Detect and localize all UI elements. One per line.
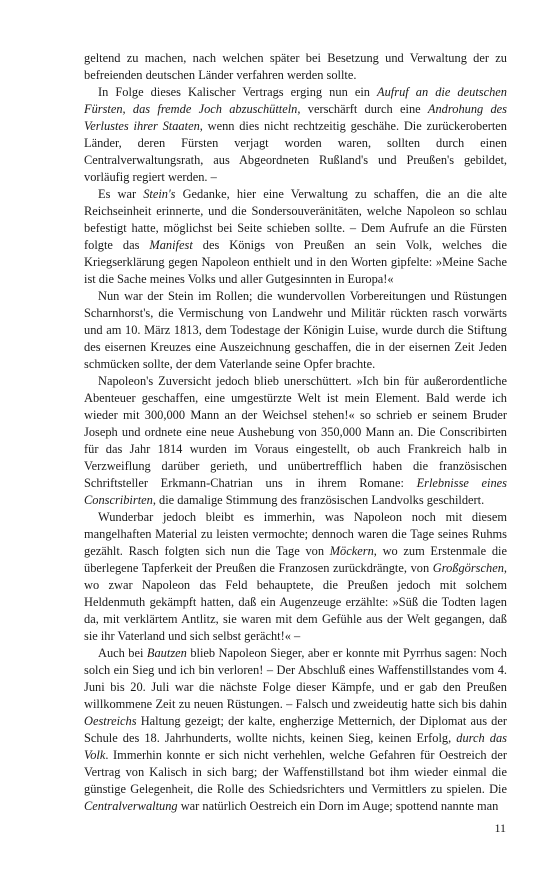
italic-text-run: Erlebnisse eines Conscribirten [84, 476, 507, 507]
text-run: Wunderbar jedoch bleibt es immerhin, was Napoleon noch mit diesem mangelhaften Material zu leisten vermochte; dennoch waren die Tage seines Ruhms gezählt. Rasch folgten sich nun die Tage von [84, 510, 507, 558]
paragraph [84, 84, 507, 186]
paragraph [84, 288, 507, 373]
paragraph [84, 645, 507, 815]
text-run: geltend zu machen, nach welchen später bei Besetzung und Verwaltung der zu befreienden deutschen Länder verfahren werden sollte. [84, 51, 507, 82]
text-run: des Königs von Preußen an sein Volk, welches die Kriegserklärung gegen Napoleon enthielt und in den Worten gipfelte: »Meine Sache ist die Sache meines Volks und aller Gutgesinnten in Europa!« [84, 238, 507, 286]
italic-text-run: Manifest [149, 238, 193, 252]
italic-text-run: Möckern [329, 544, 374, 558]
text-run: , wo zum Erstenmale die überlegene Tapferkeit der Preußen die Franzosen zurückdrängte, von [84, 544, 507, 575]
italic-text-run: Aufruf an die deutschen Fürsten, das fremde Joch abzuschütteln [84, 85, 507, 116]
book-page-text [84, 50, 507, 815]
italic-text-run: Androhung des Verlustes ihrer Staaten [84, 102, 507, 133]
text-run: , wenn dies nicht rechtzeitig geschähe. Die zurückeroberten Länder, deren Fürsten verjagt worden waren, sollten durch einen Centralverwaltungsrath, aus Abgeordneten Rußland's und Preußen's gebildet, vorläufig regiert werden. – [84, 119, 507, 184]
text-run: blieb Napoleon Sieger, aber er konnte mit Pyrrhus sagen: Noch solch ein Sieg und ich bin verloren! – Der Abschluß eines Waffenstillstandes vom 4. Juni bis 20. Juli war die nächste Folge dieser Kämpfe, und er gab den Preußen willkommene Zeit zu neuen Rüstungen. – Falsch und zweideutig hatte sich bis dahin [84, 646, 507, 711]
italic-text-run: Bautzen [146, 646, 187, 660]
text-run: Nun war der Stein im Rollen; die wundervollen Vorbereitungen und Rüstungen Scharnhorst's, die Vermischung von Landwehr und Militär rückten rasch vorwärts und am 10. März 1813, dem Todestage der Königin Luise, wurde durch die Stiftung des eisernen Kreuzes eine Auszeichnung geschaffen, die in der eisernen Zeit Jeden schmücken sollte, der dem Vaterlande seine Opfer brachte. [84, 289, 507, 371]
text-run: Es war [98, 187, 144, 201]
paragraph [84, 509, 507, 645]
italic-text-run: Centralverwaltung [84, 799, 178, 813]
text-run: Napoleon's Zuversicht jedoch blieb unerschüttert. »Ich bin für außerordentliche Abenteuer geschaffen, eine umgestürzte Welt ist mein Element. Bald werde ich wieder mit 300,000 Mann an der Weichsel stehen!« so schrieb er seinem Bruder Joseph und ordnete eine neue Aushebung von 350,000 Mann an. Die Conscribirten für das Jahr 1814 wurden im Voraus eingestellt, ob auch Frankreich halb in Verzweiflung darüber gerieth, und unübertrefflich haben die französischen Schriftsteller Erkmann-Chatrian uns in ihrem Romane: [84, 374, 507, 490]
text-run: Auch bei [98, 646, 147, 660]
italic-text-run: durch das Volk [84, 731, 507, 762]
paragraph [84, 186, 507, 288]
paragraph [84, 373, 507, 509]
italic-text-run: Stein's [143, 187, 176, 201]
text-run: , die damalige Stimmung des französischen Landvolks geschildert. [152, 493, 485, 507]
page-number: 11 [494, 821, 506, 835]
text-run: war natürlich Oestreich ein Dorn im Auge; spottend nannte man [177, 799, 499, 813]
italic-text-run: Oestreichs [84, 714, 137, 728]
text-run: Gedanke, hier eine Verwaltung zu schaffen, die an die alte Reichseinheit erinnerte, und die Sondersouveränitäten, welche Napoleon so schlau befestigt hatte, möglichst bei Seite schieben sollte. – Dem Aufrufe an die Fürsten folgte das [84, 187, 507, 252]
text-run: , wo zwar Napoleon das Feld behauptete, die Preußen jedoch mit solchem Heldenmuth gekämpft hatten, daß ein Augenzeuge erzählte: »Süß die Todten lagen da, mit verklärtem Antlitz, sie waren mit dem Gefühle aus der Welt gegangen, daß sie ihr Vaterland und sich selbst gerächt!« – [84, 561, 507, 643]
text-run: In Folge dieses Kalischer Vertrags erging nun ein [98, 85, 378, 99]
italic-text-run: Großgörschen [432, 561, 504, 575]
text-run: . Immerhin konnte er sich nicht verhehlen, welche Gefahren für Oestreich der Vertrag von Kalisch in sich barg; der Waffenstillstand bot ihm wieder einmal die günstige Gelegenheit, die Rolle des Schiedsrichters und Vermittlers zu spielen. Die [84, 748, 507, 796]
text-run: Haltung gezeigt; der kalte, engherzige Metternich, der Diplomat aus der Schule des 18. Jahrhunderts, wollte nichts, keinen Sieg, keinen Erfolg, [84, 714, 507, 745]
text-run: , verschärft durch eine [297, 102, 428, 116]
paragraph [84, 50, 507, 84]
